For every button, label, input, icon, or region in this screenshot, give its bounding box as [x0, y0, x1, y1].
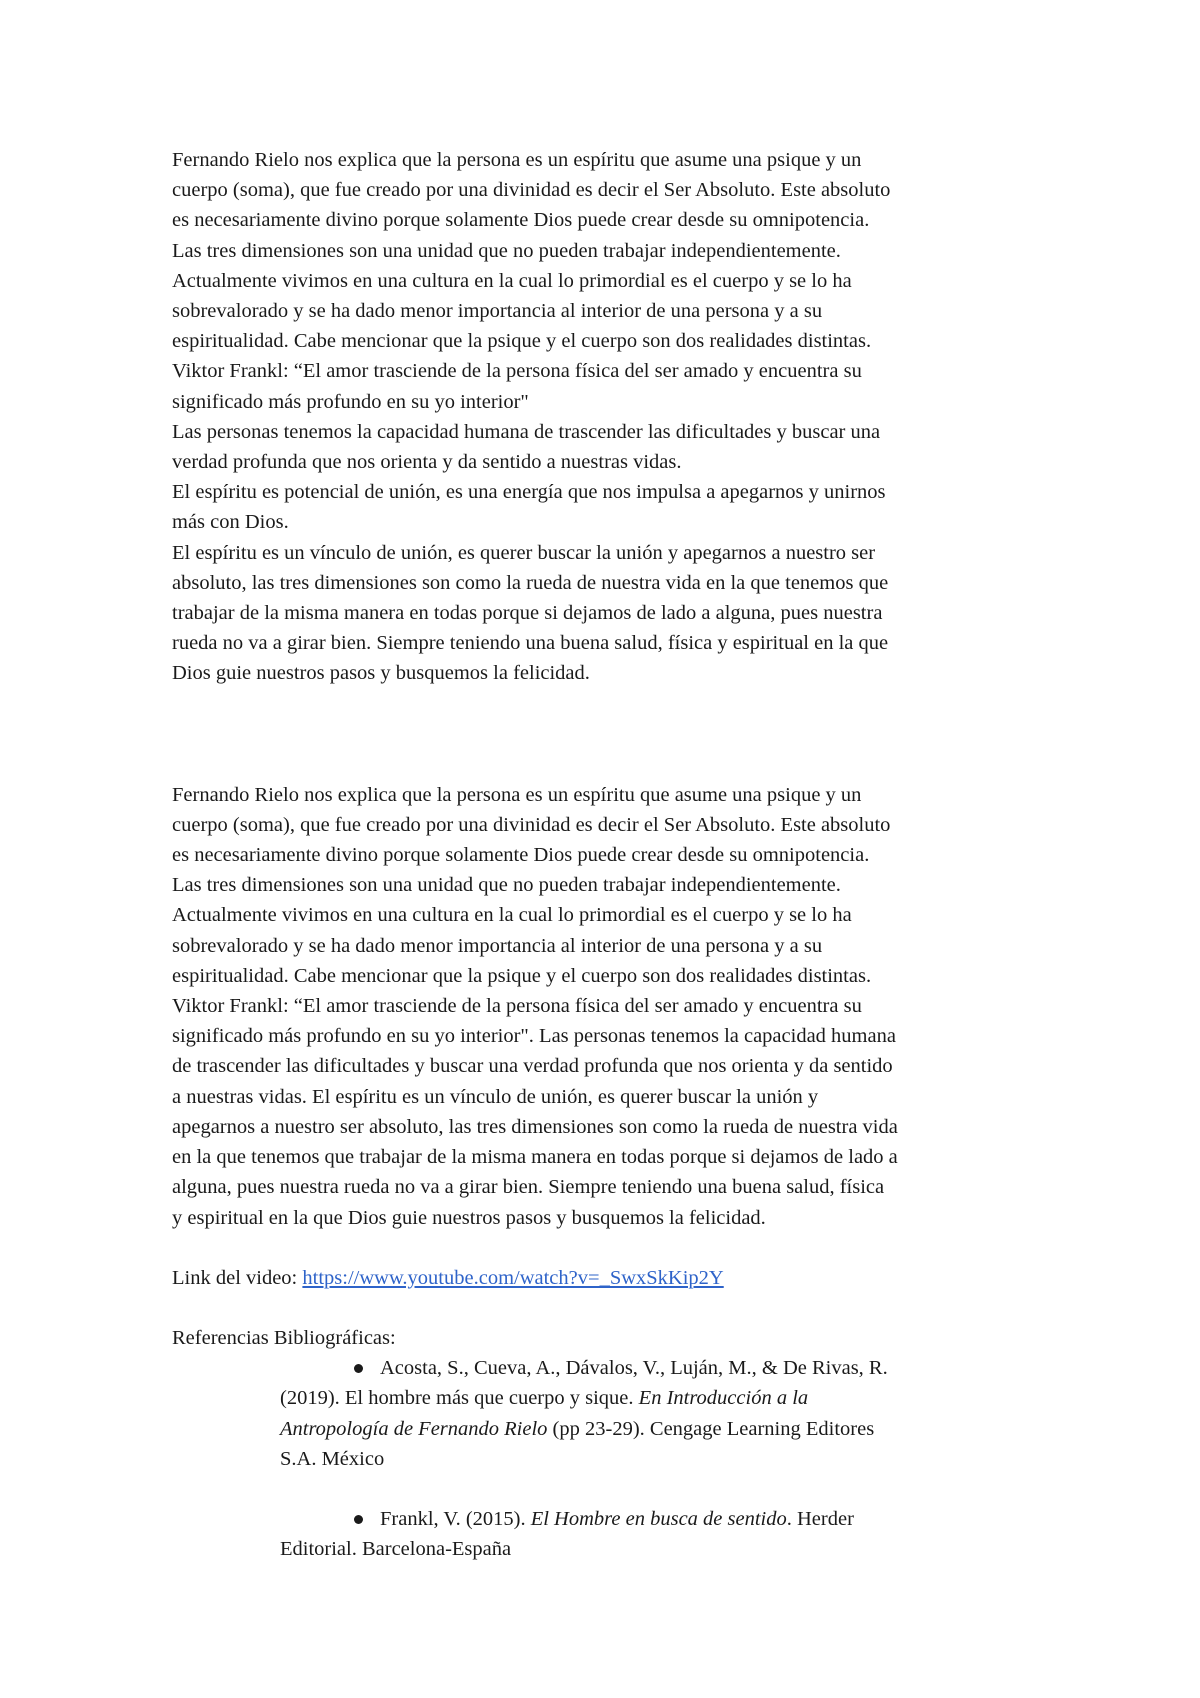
video-link[interactable]: https://www.youtube.com/watch?v=_SwxSkKip2Y — [302, 1266, 724, 1289]
reference-first-line — [280, 1353, 1000, 1383]
text-line: en la que tenemos que trabajar de la misma manera en todas porque si dejamos de lado a — [172, 1146, 898, 1169]
text-line: rueda no va a girar bien. Siempre teniendo una buena salud, física y espiritual en la que — [172, 632, 889, 655]
reference-item — [280, 1504, 1000, 1564]
text-line: es necesariamente divino porque solamente Dios puede crear desde su omnipotencia. — [172, 844, 870, 867]
text-line: espiritualidad. Cabe mencionar que la psique y el cuerpo son dos realidades distintas. — [172, 330, 872, 353]
text-line: apegarnos a nuestro ser absoluto, las tres dimensiones son como la rueda de nuestra vida — [172, 1115, 898, 1138]
text-line: Actualmente vivimos en una cultura en la cual lo primordial es el cuerpo y se lo ha — [172, 904, 852, 927]
bullet-icon — [354, 1515, 363, 1524]
reference-text — [280, 1504, 854, 1534]
text-line: significado más profundo en su yo interior". Las personas tenemos la capacidad humana — [172, 1025, 896, 1048]
text-line: alguna, pues nuestra rueda no va a girar bien. Siempre teniendo una buena salud, física — [172, 1176, 885, 1199]
reference-plain: . Herder — [786, 1507, 854, 1530]
text-line: Fernando Rielo nos explica que la persona es un espíritu que asume una psique y un — [172, 783, 862, 806]
document-page — [172, 145, 1052, 1564]
references-title: Referencias Bibliográficas: — [172, 1326, 396, 1349]
text-line: Viktor Frankl: “El amor trasciende de la persona física del ser amado y encuentra su — [172, 360, 862, 383]
text-line: y espiritual en la que Dios guie nuestros pasos y busquemos la felicidad. — [172, 1206, 766, 1229]
text-line: Viktor Frankl: “El amor trasciende de la persona física del ser amado y encuentra su — [172, 995, 862, 1018]
reference-italic: El Hombre en busca de sentido — [530, 1507, 787, 1530]
reference-item — [280, 1353, 1000, 1474]
text-line: más con Dios. — [172, 511, 289, 534]
text-line: sobrevalorado y se ha dado menor importancia al interior de una persona y a su — [172, 300, 823, 323]
reference-plain: Frankl, V. (2015). — [380, 1507, 531, 1530]
text-line: Las personas tenemos la capacidad humana de trascender las dificultades y buscar una — [172, 420, 881, 443]
text-line: verdad profunda que nos orienta y da sentido a nuestras vidas. — [172, 451, 682, 474]
text-line: espiritualidad. Cabe mencionar que la psique y el cuerpo son dos realidades distintas. — [172, 964, 872, 987]
text-line: Fernando Rielo nos explica que la persona es un espíritu que asume una psique y un — [172, 149, 862, 171]
text-line: Dios guie nuestros pasos y busquemos la felicidad. — [172, 662, 590, 685]
text-line: significado más profundo en su yo interior" — [172, 390, 529, 413]
text-line: Actualmente vivimos en una cultura en la cual lo primordial es el cuerpo y se lo ha — [172, 269, 852, 292]
reference-italic: En Introducción a la — [638, 1387, 809, 1410]
reference-text — [280, 1414, 1000, 1444]
reference-first-line — [280, 1504, 1000, 1534]
text-line: cuerpo (soma), que fue creado por una divinidad es decir el Ser Absoluto. Este absoluto — [172, 179, 891, 202]
paragraph-block-2 — [172, 780, 1052, 1233]
text-line: de trascender las dificultades y buscar una verdad profunda que nos orienta y da sentido — [172, 1055, 893, 1078]
text-line: sobrevalorado y se ha dado menor importancia al interior de una persona y a su — [172, 934, 823, 957]
text-line: es necesariamente divino porque solamente Dios puede crear desde su omnipotencia. — [172, 209, 870, 232]
reference-text: Editorial. Barcelona-España — [280, 1538, 512, 1561]
text-line: Las tres dimensiones son una unidad que no pueden trabajar independientemente. — [172, 874, 841, 897]
paragraph-block-1 — [172, 145, 1052, 689]
text-line: Las tres dimensiones son una unidad que no pueden trabajar independientemente. — [172, 239, 841, 262]
reference-plain: (pp 23-29). Cengage Learning Editores — [547, 1417, 875, 1440]
reference-italic: Antropología de Fernando Rielo — [280, 1417, 548, 1440]
reference-text — [280, 1383, 1000, 1413]
video-link-line — [172, 1263, 1052, 1293]
reference-plain: (2019). El hombre más que cuerpo y sique. — [280, 1387, 639, 1410]
text-line: El espíritu es potencial de unión, es una energía que nos impulsa a apegarnos y unirnos — [172, 481, 886, 504]
text-line: a nuestras vidas. El espíritu es un vínculo de unión, es querer buscar la unión y — [172, 1085, 819, 1108]
text-line: absoluto, las tres dimensiones son como la rueda de nuestra vida en la que tenemos que — [172, 571, 889, 594]
reference-text: S.A. México — [280, 1447, 385, 1470]
reference-text: Acosta, S., Cueva, A., Dávalos, V., Luján, M., & De Rivas, R. — [380, 1357, 888, 1380]
video-link-label: Link del video: — [172, 1266, 303, 1289]
text-line: cuerpo (soma), que fue creado por una divinidad es decir el Ser Absoluto. Este absoluto — [172, 813, 891, 836]
references-list — [172, 1353, 1052, 1564]
text-line: trabajar de la misma manera en todas porque si dejamos de lado a alguna, pues nuestra — [172, 602, 883, 625]
text-line: El espíritu es un vínculo de unión, es querer buscar la unión y apegarnos a nuestro ser — [172, 541, 876, 564]
